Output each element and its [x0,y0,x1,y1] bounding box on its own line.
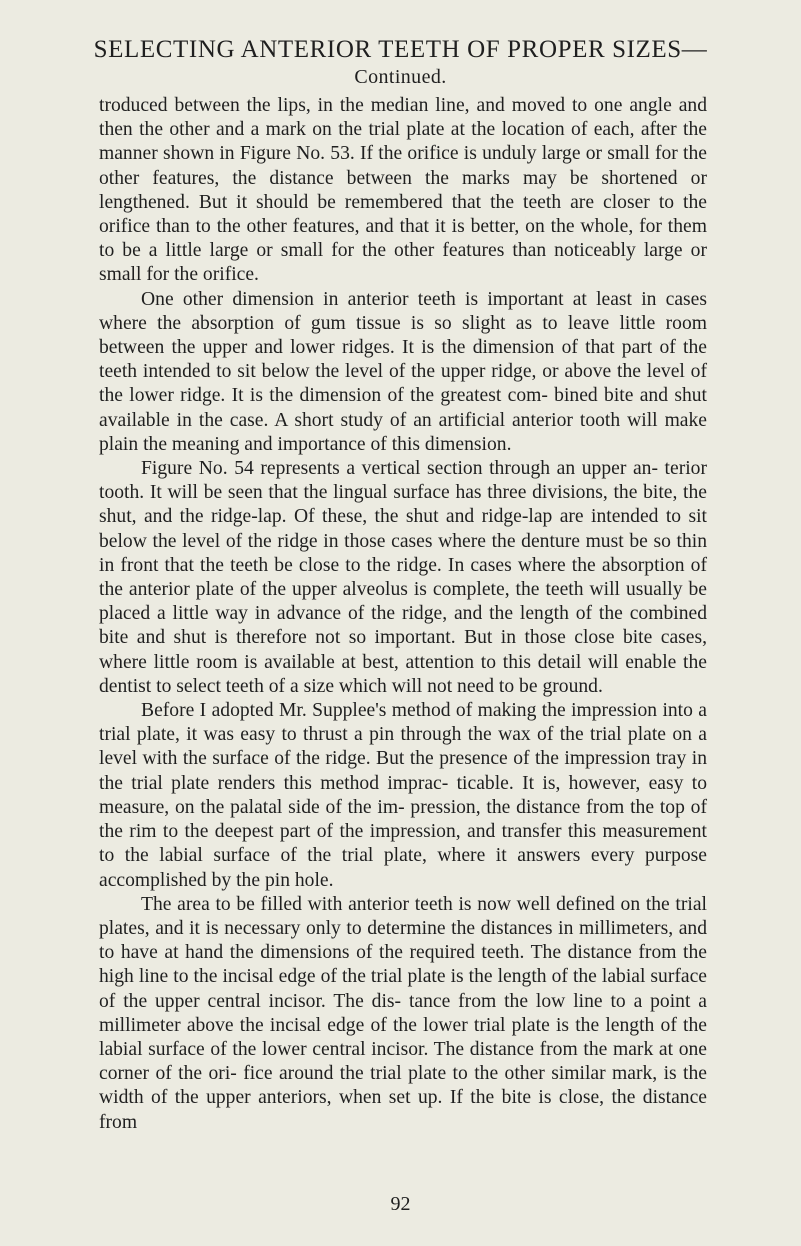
paragraph-continued: troduced between the lips, in the median line, and moved to one angle and then the other and a mark on the trial plate at the location of each, after the manner shown in Figure No. 53. If the orifice is unduly large or small for the other features, the distance between the marks may be shortened or lengthened. But it should be remembered that the teeth are closer to the orifice than to the other features, and that it is better, on the whole, for them to be a little large or small for the other features than noticeably large or small for the orifice. [99,95,707,286]
paragraph-supplee-method: Before I adopted Mr. Supplee's method of making the impression into a trial plate, it was easy to thrust a pin through the wax of the trial plate on a level with the surface of the ridge. But the presence of the impression tray in the trial plate renders this method imprac- ticable. It is, however, easy to measure, on the palatal side of the im- pression, the distance from the top of the rim to the deepest part of the impression, and transfer this measurement to the labial surface of the trial plate, where it answers every purpose accomplished by the pin hole. [99,700,707,891]
body-text [99,94,707,1135]
paragraph-figure-54: Figure No. 54 represents a vertical section through an upper an- terior tooth. It will be seen that the lingual surface has three divisions, the bite, the shut, and the ridge-lap. Of these, the shut and ridge-lap are intended to sit below the level of the ridge in those cases where the denture must be so thin in front that the teeth be close to the ridge. In cases where the absorption of the anterior plate of the upper alveolus is complete, the teeth will usually be placed a little way in advance of the ridge, and the length of the combined bite and shut is therefore not so important. But in those close bite cases, where little room is available at best, attention to this detail will enable the dentist to select teeth of a size which will not need to be ground. [99,458,707,697]
paragraph-area-defined: The area to be filled with anterior teeth is now well defined on the trial plates, and it is necessary only to determine the distances in millimeters, and to have at hand the dimensions of the required teeth. The distance from the high line to the incisal edge of the trial plate is the length of the labial surface of the upper central incisor. The dis- tance from the low line to a point a millimeter above the incisal edge of the lower trial plate is the length of the labial surface of the lower central incisor. The distance from the mark at one corner of the ori- fice around the trial plate to the other similar mark, is the width of the upper anteriors, when set up. If the bite is close, the distance from [99,893,707,1133]
page-subtitle: Continued. [354,66,447,88]
page-title: SELECTING ANTERIOR TEETH OF PROPER SIZES— [93,36,708,63]
paragraph-other-dimension: One other dimension in anterior teeth is important at least in cases where the absorption of gum tissue is so slight as to leave little room between the upper and lower ridges. It is the dimension of that part of the teeth intended to sit below the level of the upper ridge, or above the level of the lower ridge. It is the dimension of the greatest com- bined bite and shut available in the case. A short study of an artificial anterior tooth will make plain the meaning and importance of this dimension. [99,288,707,455]
page-number: 92 [390,1193,411,1215]
